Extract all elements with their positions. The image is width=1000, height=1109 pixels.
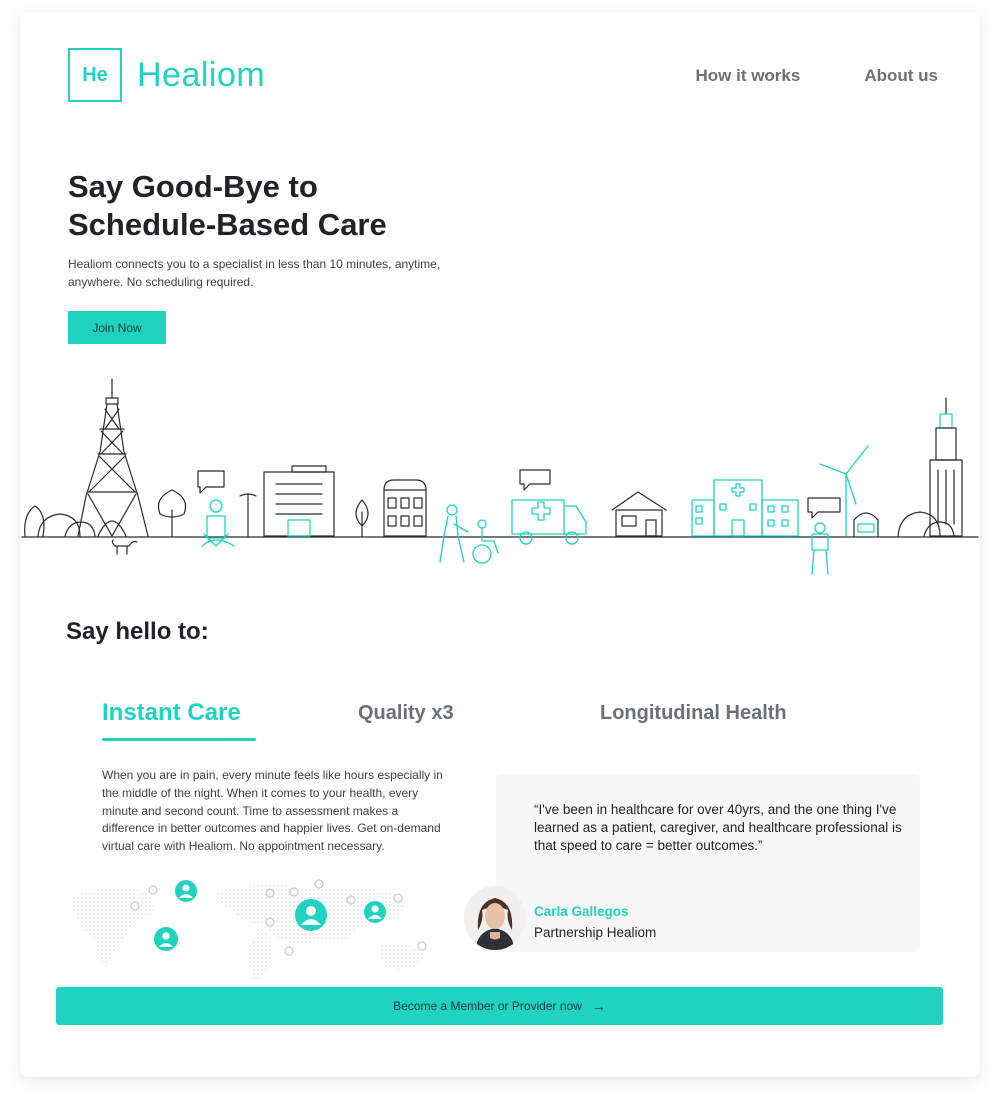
arrow-right-icon: →	[591, 998, 606, 1014]
page-card	[20, 12, 980, 1077]
hero-title-line2: Schedule-Based Care	[68, 207, 387, 242]
tab-body-text: When you are in pain, every minute feels like hours especially in the middle of the night. When it comes to your health, every minute and second count. Time to assessment makes a difference in better outcomes and happier lives. Get on-demand virtual care with Healiom. No appointment necessary.	[102, 768, 443, 854]
skyscraper-icon	[930, 398, 962, 536]
testimonial-card	[496, 774, 920, 952]
logo[interactable]	[68, 48, 265, 102]
nav-about-us[interactable]: About us	[864, 66, 938, 85]
testimonial-quote: “I've been in healthcare for over 40yrs, and the one thing I've learned as a patient, caregiver, and healthcare professional is that speed to care = better outcomes.”	[534, 802, 902, 853]
speech-bubble-icon	[198, 471, 224, 493]
join-now-button[interactable]: Join Now	[68, 311, 166, 344]
active-tab-underline	[102, 738, 256, 741]
person-laptop-icon	[202, 500, 234, 546]
hero-subtitle: Healiom connects you to a specialist in less than 10 minutes, anytime, anywhere. No scheduling required.	[68, 257, 441, 289]
become-member-button[interactable]	[56, 987, 943, 1025]
testimonial-avatar	[464, 886, 526, 950]
map-user-pin	[285, 947, 293, 955]
testimonial-role: Partnership Healiom	[534, 925, 657, 940]
house-icon	[612, 492, 666, 536]
avatar-portrait-icon	[464, 886, 526, 950]
say-hello-heading: Say hello to:	[66, 618, 209, 645]
feature-tabs	[102, 699, 922, 742]
lamp-icon	[240, 494, 256, 536]
office-building-icon	[264, 466, 334, 536]
leaf-tree-icon	[356, 500, 368, 536]
eiffel-tower-icon	[78, 379, 148, 536]
map-user-pin	[149, 886, 157, 894]
tab-quality-x3[interactable]: Quality x3	[358, 702, 454, 724]
testimonial-author: Carla Gallegos	[534, 904, 629, 919]
map-continents	[70, 885, 426, 980]
hero-title	[68, 168, 387, 244]
nav-how-it-works[interactable]: How it works	[695, 66, 801, 85]
bushes-left-icon	[25, 506, 95, 536]
caregiver-wheelchair-icon	[440, 505, 498, 563]
top-nav	[695, 66, 938, 86]
brand-name: Healiom	[137, 55, 266, 94]
world-map-illustration	[64, 876, 484, 984]
cta-label: Become a Member or Provider now	[393, 999, 582, 1013]
map-user-pin	[418, 942, 426, 950]
door-icon	[288, 520, 310, 536]
tab-longitudinal-health[interactable]: Longitudinal Health	[600, 702, 787, 724]
tree-icon	[159, 490, 186, 536]
dog-icon	[112, 540, 137, 554]
observatory-icon	[854, 513, 878, 536]
map-user-pin	[315, 880, 323, 888]
tab-instant-care[interactable]: Instant Care	[102, 699, 241, 726]
doctor-speech-bubble-icon	[808, 498, 840, 518]
wind-turbine-icon	[820, 446, 868, 536]
city-skyline-illustration	[20, 374, 980, 582]
apartment-icon	[384, 480, 426, 536]
hospital-icon	[692, 480, 798, 536]
ambulance-speech-bubble-icon	[520, 470, 550, 490]
hero-title-line1: Say Good-Bye to	[68, 169, 318, 204]
logo-mark: He	[68, 48, 122, 102]
doctor-icon	[812, 523, 828, 574]
